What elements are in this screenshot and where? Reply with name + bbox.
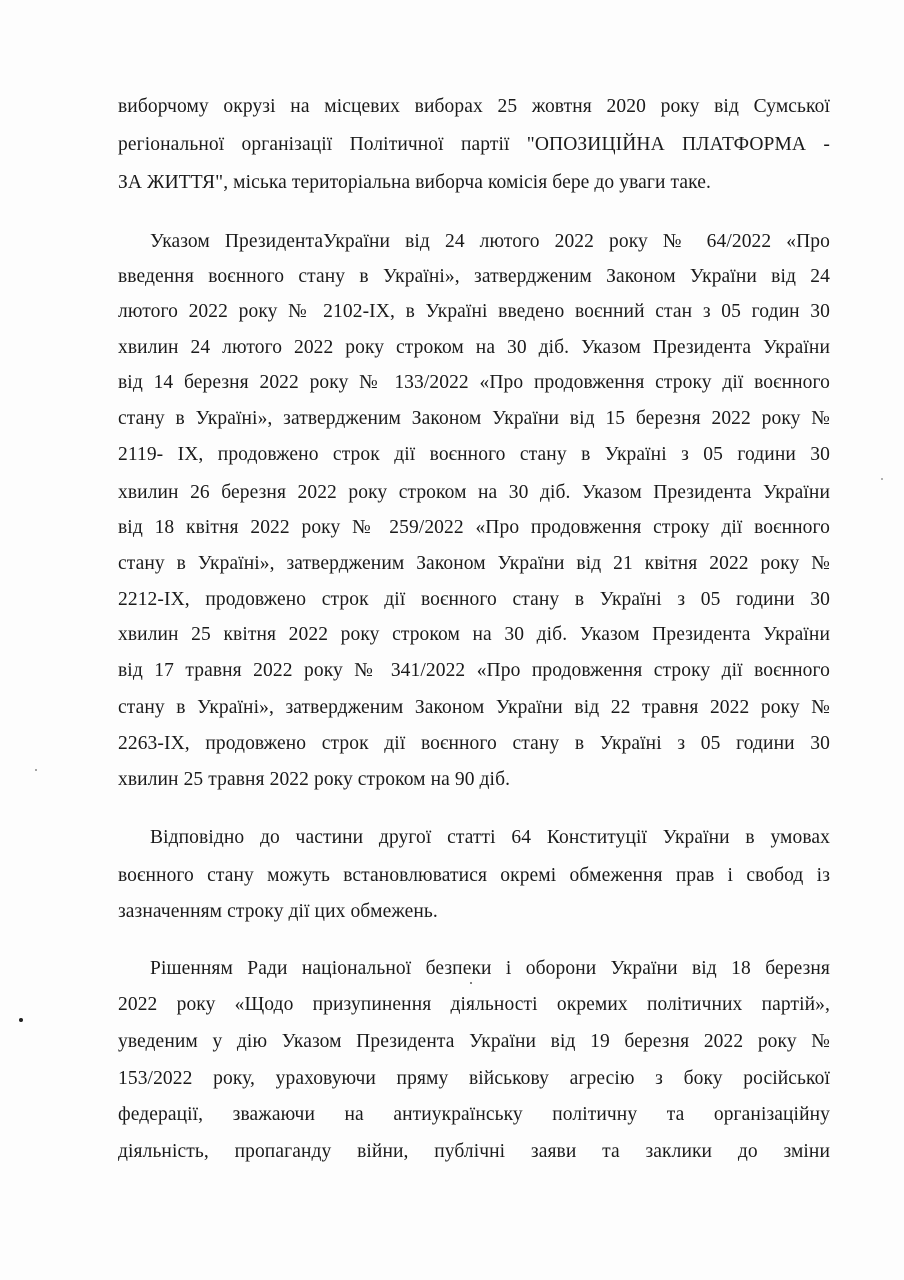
paragraph-2-line-10: стану в Україні», затвердженим Законом України від 21 квітня 2022 року № — [118, 553, 830, 574]
scan-speck — [881, 478, 883, 480]
paragraph-4-line-1: Рішенням Ради національної безпеки і оборони України від 18 березня — [150, 958, 830, 979]
paragraph-2-line-6: стану в Україні», затвердженим Законом України від 15 березня 2022 року № — [118, 408, 830, 429]
paragraph-3-line-2: воєнного стану можуть встановлюватися окремі обмеження прав і свобод із — [118, 865, 830, 886]
paragraph-2-line-9: від 18 квітня 2022 року № 259/2022 «Про продовження строку дії воєнного — [118, 517, 830, 538]
paragraph-2-line-3: лютого 2022 року № 2102-IX, в Україні введено воєнний стан з 05 годин 30 — [118, 301, 830, 322]
paragraph-4-line-5: федерації, зважаючи на антиукраїнську політичну та організаційну — [118, 1104, 830, 1125]
paragraph-3-line-3: зазначенням строку дії цих обмежень. — [118, 901, 438, 922]
paragraph-2-line-7: 2119- IX, продовжено строк дії воєнного стану в Україні з 05 години 30 — [118, 444, 830, 465]
paragraph-3-line-1: Відповідно до частини другої статті 64 Конституції України в умовах — [150, 827, 830, 848]
paragraph-2-line-5: від 14 березня 2022 року № 133/2022 «Про продовження строку дії воєнного — [118, 372, 830, 393]
paragraph-2-line-2: введення воєнного стану в Україні», затвердженим Законом України від 24 — [118, 266, 830, 287]
paragraph-2-line-14: стану в Україні», затвердженим Законом України від 22 травня 2022 року № — [118, 697, 830, 718]
paragraph-2-line-15: 2263-IX, продовжено строк дії воєнного стану в Україні з 05 години 30 — [118, 733, 830, 754]
paragraph-4-line-6: діяльність, пропаганду війни, публічні заяви та заклики до зміни — [118, 1141, 830, 1162]
paragraph-2-line-1: Указом ПрезидентаУкраїни від 24 лютого 2022 року № 64/2022 «Про — [150, 231, 830, 252]
scan-speck — [35, 769, 37, 771]
paragraph-2-line-12: хвилин 25 квітня 2022 року строком на 30 діб. Указом Президента України — [118, 624, 830, 645]
scan-speck — [19, 1018, 23, 1022]
scan-speck — [470, 982, 472, 984]
paragraph-4-line-2: 2022 року «Щодо призупинення діяльності окремих політичних партій», — [118, 994, 830, 1015]
paragraph-2-line-16: хвилин 25 травня 2022 року строком на 90 діб. — [118, 769, 511, 790]
paragraph-1-line-1: виборчому окрузі на місцевих виборах 25 жовтня 2020 року від Сумської — [118, 96, 830, 117]
paragraph-2-line-13: від 17 травня 2022 року № 341/2022 «Про продовження строку дії воєнного — [118, 660, 830, 681]
paragraph-4-line-4: 153/2022 року, ураховуючи пряму військову агресію з боку російської — [118, 1068, 830, 1089]
paragraph-2-line-11: 2212-IX, продовжено строк дії воєнного стану в Україні з 05 години 30 — [118, 589, 830, 610]
paragraph-2-line-8: хвилин 26 березня 2022 року строком на 30 діб. Указом Президента України — [118, 482, 830, 503]
paragraph-1-line-2: регіональної організації Політичної партії "ОПОЗИЦІЙНА ПЛАТФОРМА - — [118, 134, 830, 155]
paragraph-4-line-3: уведеним у дію Указом Президента України від 19 березня 2022 року № — [118, 1031, 830, 1052]
paragraph-1-line-3: ЗА ЖИТТЯ", міська територіальна виборча комісія бере до уваги таке. — [118, 172, 711, 193]
paragraph-2-line-4: хвилин 24 лютого 2022 року строком на 30 діб. Указом Президента України — [118, 337, 830, 358]
